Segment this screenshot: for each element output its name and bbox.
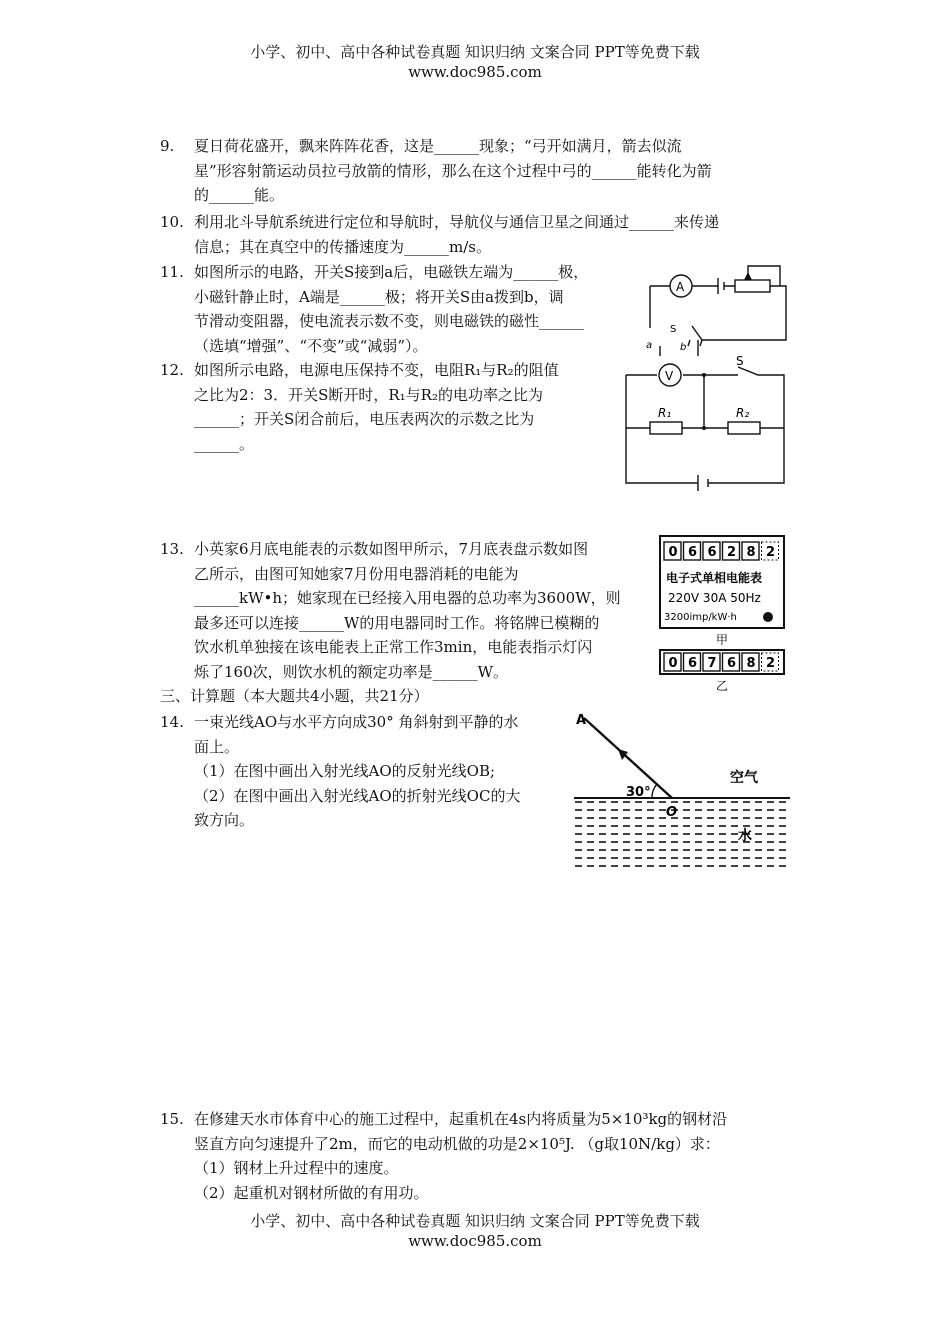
air-label: 空气 xyxy=(730,770,758,786)
meter-digit: 8 xyxy=(746,656,756,671)
meter-digit: 6 xyxy=(727,656,737,671)
question-number: 11. xyxy=(160,263,184,281)
question-text-line: 最多还可以连接______W的用电器同时工作。将铭牌已模糊的 xyxy=(194,613,600,632)
indicator-light-icon xyxy=(763,612,773,622)
question-text-line: （1）钢材上升过程中的速度。 xyxy=(194,1159,399,1177)
question-text-line: （1）在图中画出入射光线AO的反射光线OB; xyxy=(194,762,496,780)
question-text-line: （2）起重机对钢材所做的有用功。 xyxy=(194,1183,429,1202)
water-label: 水 xyxy=(738,828,752,844)
question-number: 14. xyxy=(160,713,184,731)
voltmeter-label: V xyxy=(665,369,674,383)
meter-digit: 2 xyxy=(727,545,737,560)
r1-label: R₁ xyxy=(658,406,672,420)
question-text-line: 如图所示的电路，开关S接到a后，电磁铁左端为______极， xyxy=(194,263,589,281)
question-text-line: 小磁针静止时，A端是______极；将开关S由a拨到b，调 xyxy=(194,287,564,306)
switch-label: S xyxy=(736,355,744,368)
meter-digit: 0 xyxy=(668,545,678,560)
question-text-line: 之比为2：3．开关S断开时，R₁与R₂的电功率之比为 xyxy=(194,385,543,404)
question-text-line: 致方向。 xyxy=(194,811,255,829)
electricity-meter-figure xyxy=(658,534,788,694)
question-text-line: 面上。 xyxy=(194,737,240,756)
question-text-line: 夏日荷花盛开，飘来阵阵花香，这是______现象；“弓开如满月，箭去似流 xyxy=(194,137,682,155)
question-number: 15. xyxy=(160,1110,184,1128)
question-text-line: 一束光线AO与水平方向成30° 角斜射到平静的水 xyxy=(194,713,519,731)
meter-digit: 8 xyxy=(746,545,756,560)
meter-digit: 0 xyxy=(668,656,678,671)
question-number: 13. xyxy=(160,540,184,558)
question-text-line: 的______能。 xyxy=(194,186,285,204)
question-text-line: 如图所示电路，电源电压保持不变，电阻R₁与R₂的阻值 xyxy=(194,361,559,379)
page-header-url: www.doc985.com xyxy=(408,63,542,81)
question-number: 12. xyxy=(160,361,184,379)
question-text-line: （选填“增强”、“不变”或“减弱”）。 xyxy=(194,336,428,355)
terminal-b-label: b xyxy=(680,342,687,353)
point-a-label: A xyxy=(576,713,587,728)
question-number: 9. xyxy=(160,137,175,155)
question-text-line: 竖直方向匀速提升了2m，而它的电动机做的功是2×10⁵J. （g取10N/kg）求： xyxy=(194,1134,720,1153)
section-3-title: 三、计算题（本大题共4小题，共21分） xyxy=(160,687,429,705)
meter-digit: 6 xyxy=(688,656,698,671)
meter-digit: 6 xyxy=(707,545,717,560)
meter-imp: 3200imp/kW·h xyxy=(664,612,737,623)
question-number: 10. xyxy=(160,213,184,231)
question-text-line: 信息；其在真空中的传播速度为______m/s。 xyxy=(194,237,491,256)
question-text-line: 在修建天水市体育中心的施工过程中，起重机在4s内将质量为5×10³kg的钢材沿 xyxy=(194,1110,728,1128)
light-refraction-figure xyxy=(574,710,790,870)
switch-label: S xyxy=(670,324,677,335)
meter-spec: 220V 30A 50Hz xyxy=(668,591,761,605)
meter-digit: 7 xyxy=(707,656,717,671)
question-text-line: 星”形容射箭运动员拉弓放箭的情形，那么在这个过程中弓的______能转化为箭 xyxy=(194,161,712,180)
ammeter-label: A xyxy=(676,280,685,294)
question-text-line: ______kW•h；她家现在已经接入用电器的总功率为3600W，则 xyxy=(194,589,621,607)
page-footer-url: www.doc985.com xyxy=(408,1232,542,1250)
page-footer-line1: 小学、初中、高中各种试卷真题 知识归纳 文案合同 PPT等免费下载 xyxy=(250,1212,700,1230)
meter-label-jia: 甲 xyxy=(716,633,729,647)
question-text-line: 饮水机单独接在该电能表上正常工作3min，电能表指示灯闪 xyxy=(194,638,593,656)
point-o-label: O xyxy=(666,805,678,820)
meter-digit: 6 xyxy=(688,545,698,560)
meter-digit: 2 xyxy=(766,545,776,560)
question-text-line: （2）在图中画出入射光线AO的折射光线OC的大 xyxy=(194,786,521,805)
angle-label: 30° xyxy=(626,785,651,800)
ray-arrow-icon xyxy=(618,749,628,760)
question-text-line: 烁了160次，则饮水机的额定功率是______W。 xyxy=(194,662,509,681)
question-text-line: ______。 xyxy=(194,434,255,453)
question-text-line: 节滑动变阻器，使电流表示数不变，则电磁铁的磁性______ xyxy=(194,312,585,330)
r2-label: R₂ xyxy=(736,406,750,420)
page-header-line1: 小学、初中、高中各种试卷真题 知识归纳 文案合同 PPT等免费下载 xyxy=(250,43,700,61)
question-text-line: 利用北斗导航系统进行定位和导航时，导航仪与通信卫星之间通过______来传递 xyxy=(194,213,720,231)
water-region xyxy=(574,798,790,868)
question-text-line: 小英家6月底电能表的示数如图甲所示，7月底表盘示数如图 xyxy=(194,540,589,558)
question-text-line: ______；开关S闭合前后，电压表两次的示数之比为 xyxy=(194,410,535,428)
meter-digit: 2 xyxy=(766,656,776,671)
meter-label-yi: 乙 xyxy=(716,679,729,693)
terminal-a-label: a xyxy=(646,340,653,351)
electromagnet-circuit-figure xyxy=(640,258,790,360)
resistor-circuit-figure xyxy=(620,355,790,495)
question-text-line: 乙所示，由图可知她家7月份用电器消耗的电能为 xyxy=(194,564,519,583)
meter-title: 电子式单相电能表 xyxy=(666,571,763,585)
